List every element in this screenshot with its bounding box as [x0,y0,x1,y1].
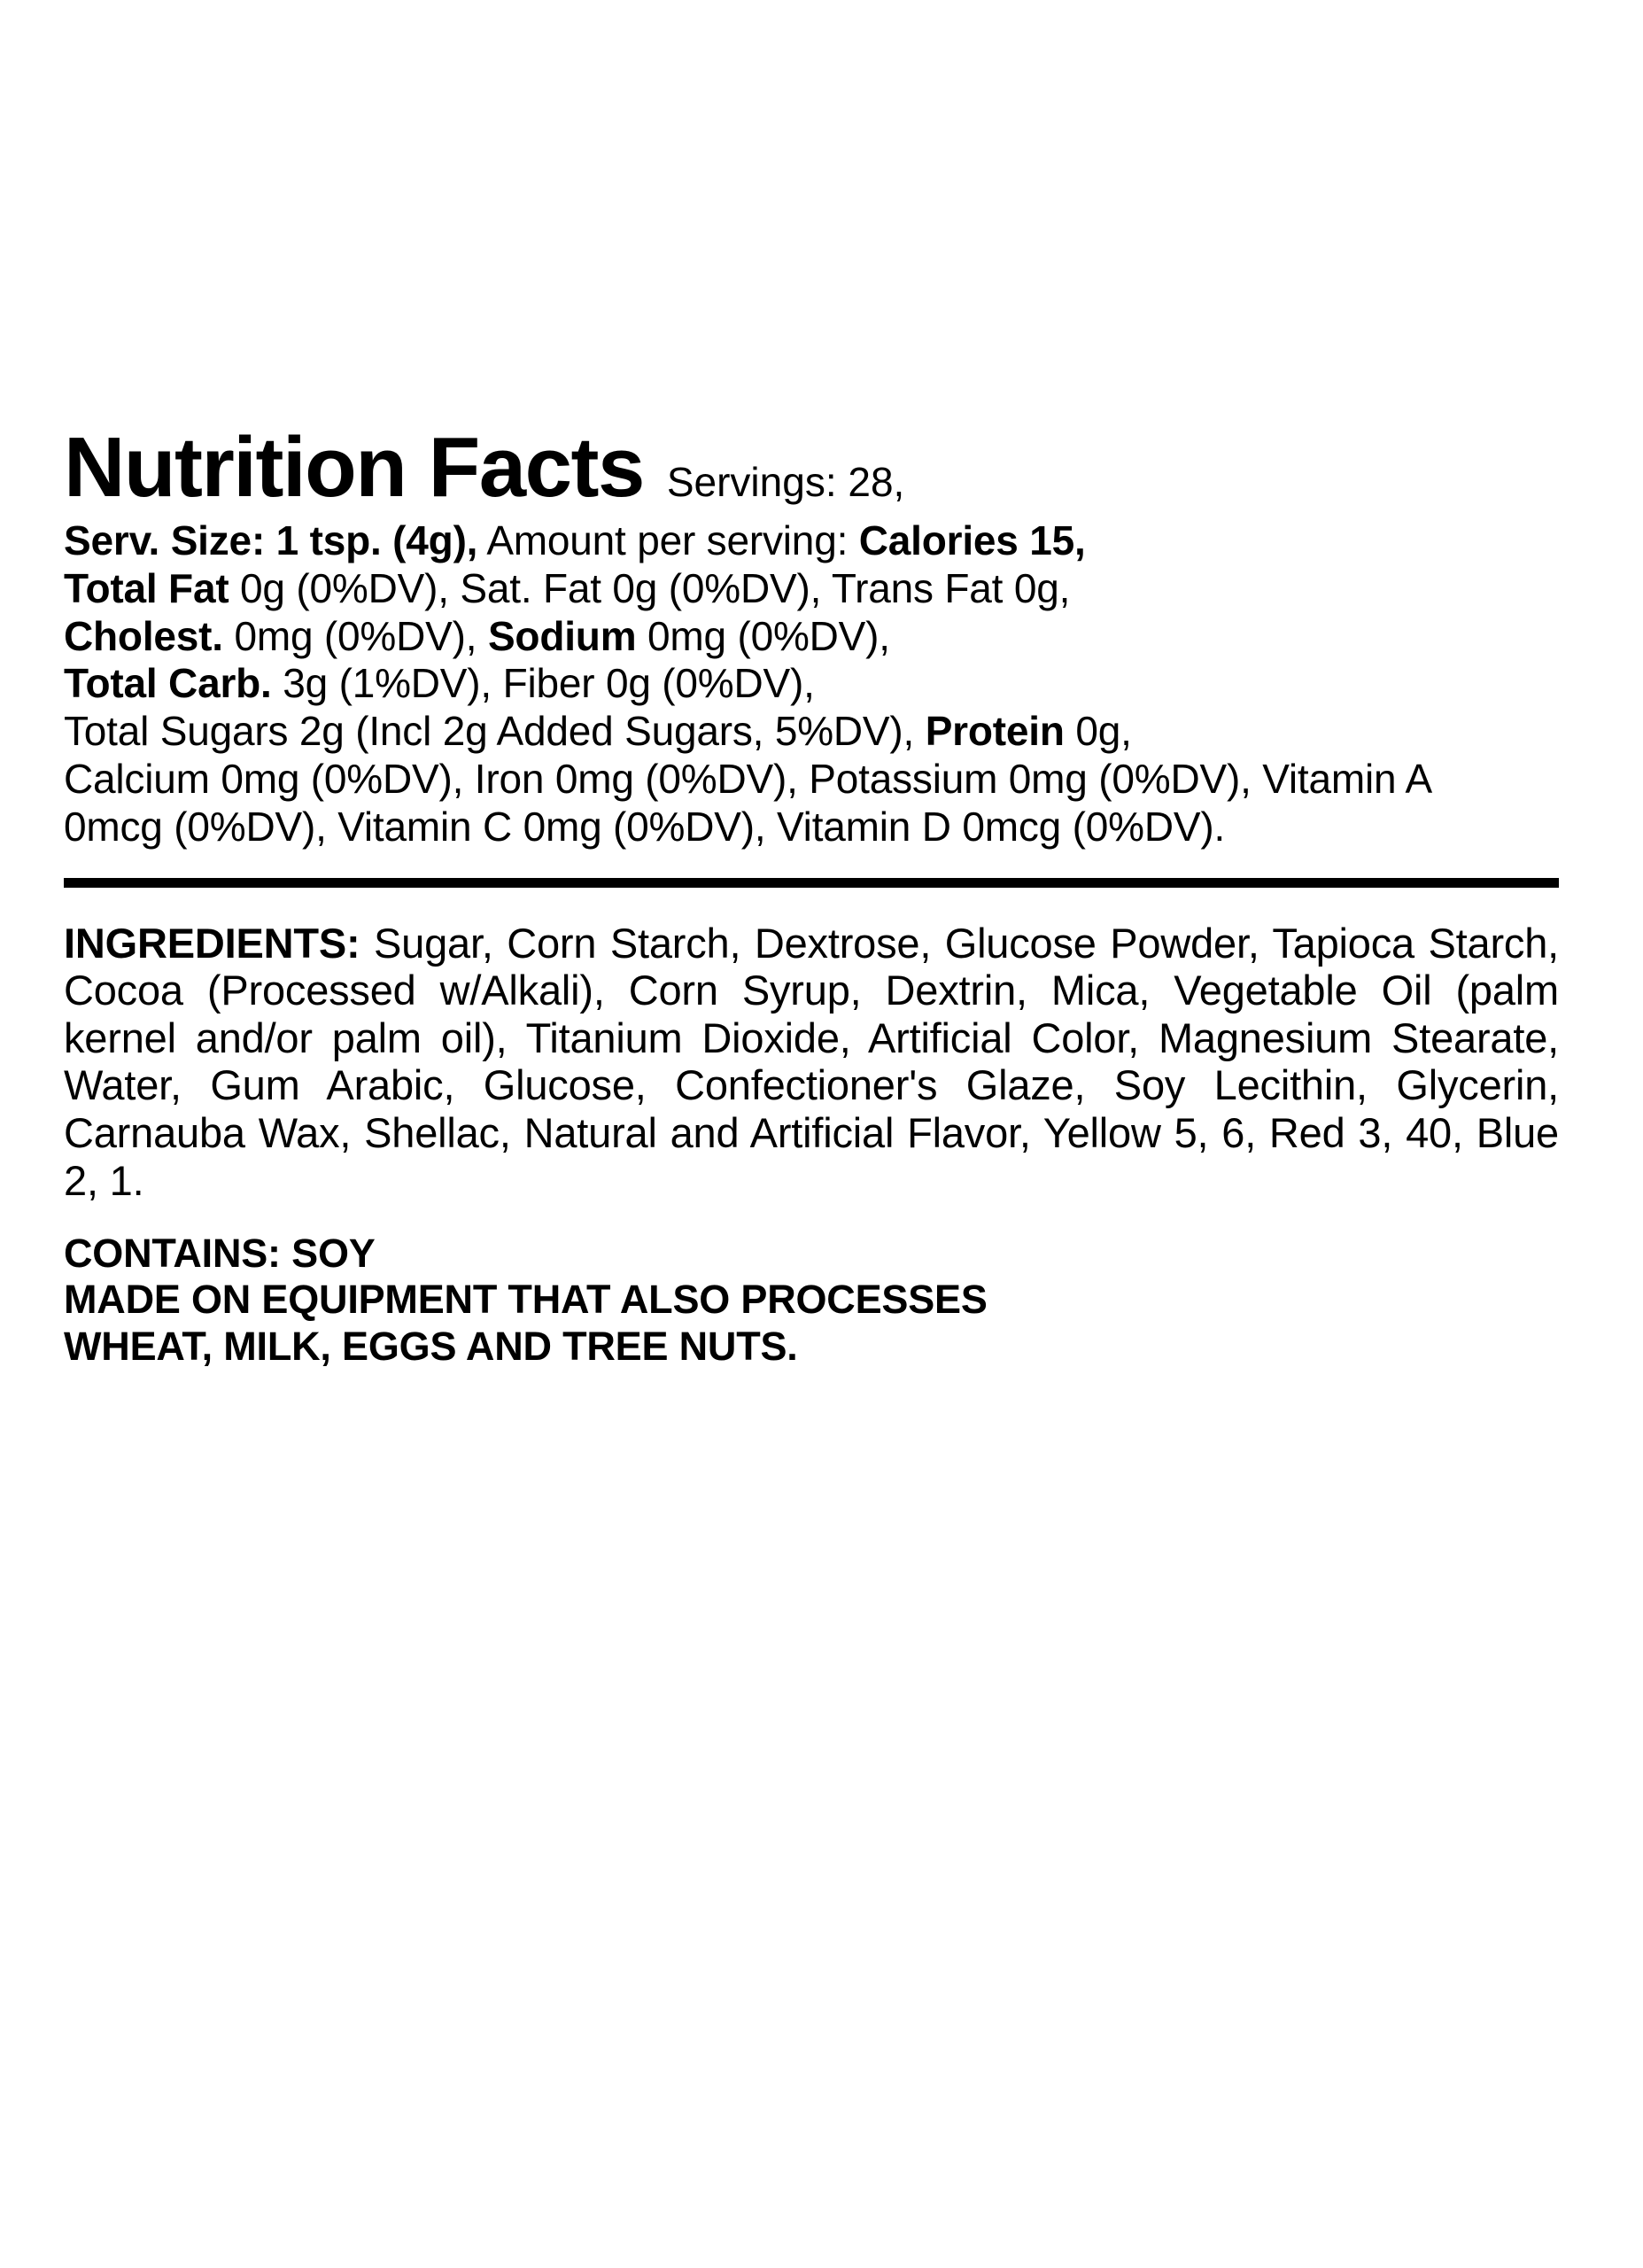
nutrition-facts-header [64,420,1559,515]
serving-size-line [64,517,1559,565]
total-fat-line [64,565,1559,613]
total-fat-value: 0g (0%DV), Sat. Fat 0g (0%DV), Trans Fat 0g, [240,564,1071,611]
ingredients-text: Sugar, Corn Starch, Dextrose, Glucose Powder, Tapioca Starch, Cocoa (Processed w/Alkali), Corn Syrup, Dextrin, Mica, Vegetable Oil (palm kernel and/or palm oil), Titanium Dioxide, Artificial Color, Magnesium Stearate, Water, Gum Arabic, Glucose, Confectioner's Glaze, Soy Lecithin, Glycerin, Carnauba Wax, Shellac, Natural and Artificial Flavor, Yellow 5, 6, Red 3, 40, Blue 2, 1. [64,919,1559,1204]
protein-value: 0g, [1075,708,1132,755]
sodium-value: 0mg (0%DV), [647,612,890,659]
amount-per-serving-label: Amount per serving: [486,517,849,563]
nutrition-facts-body [64,517,1559,851]
section-divider [64,878,1559,888]
equipment-statement-line1: MADE ON EQUIPMENT THAT ALSO PROCESSES [64,1277,988,1323]
total-carb-label: Total Carb. [64,660,272,707]
sugars-protein-line [64,708,1559,756]
total-carb-line [64,660,1559,708]
servings-text: Servings: 28, [666,459,905,505]
total-carb-value: 3g (1%DV), Fiber 0g (0%DV), [283,660,815,707]
sodium-label: Sodium [487,612,637,659]
protein-label: Protein [925,708,1065,755]
equipment-statement-line2: WHEAT, MILK, EGGS AND TREE NUTS. [64,1323,798,1369]
cholesterol-sodium-line [64,613,1559,661]
cholesterol-value: 0mg (0%DV), [234,612,477,659]
contains-statement: CONTAINS: SOY [64,1231,376,1277]
allergen-section [64,1231,1559,1370]
total-fat-label: Total Fat [64,564,229,611]
sugars-value: Total Sugars 2g (Incl 2g Added Sugars, 5%DV), [64,708,915,755]
page-title: Nutrition Facts [64,420,644,515]
micronutrients-line: Calcium 0mg (0%DV), Iron 0mg (0%DV), Potassium 0mg (0%DV), Vitamin A 0mcg (0%DV), Vitamin C 0mg (0%DV), Vitamin D 0mcg (0%DV). [64,756,1430,850]
ingredients-heading: INGREDIENTS: [64,919,360,967]
ingredients-section [64,920,1559,1204]
serving-size-label: Serv. Size: 1 tsp. (4g), [64,517,478,563]
calories-value: Calories 15, [858,517,1086,563]
cholesterol-label: Cholest. [64,612,223,659]
